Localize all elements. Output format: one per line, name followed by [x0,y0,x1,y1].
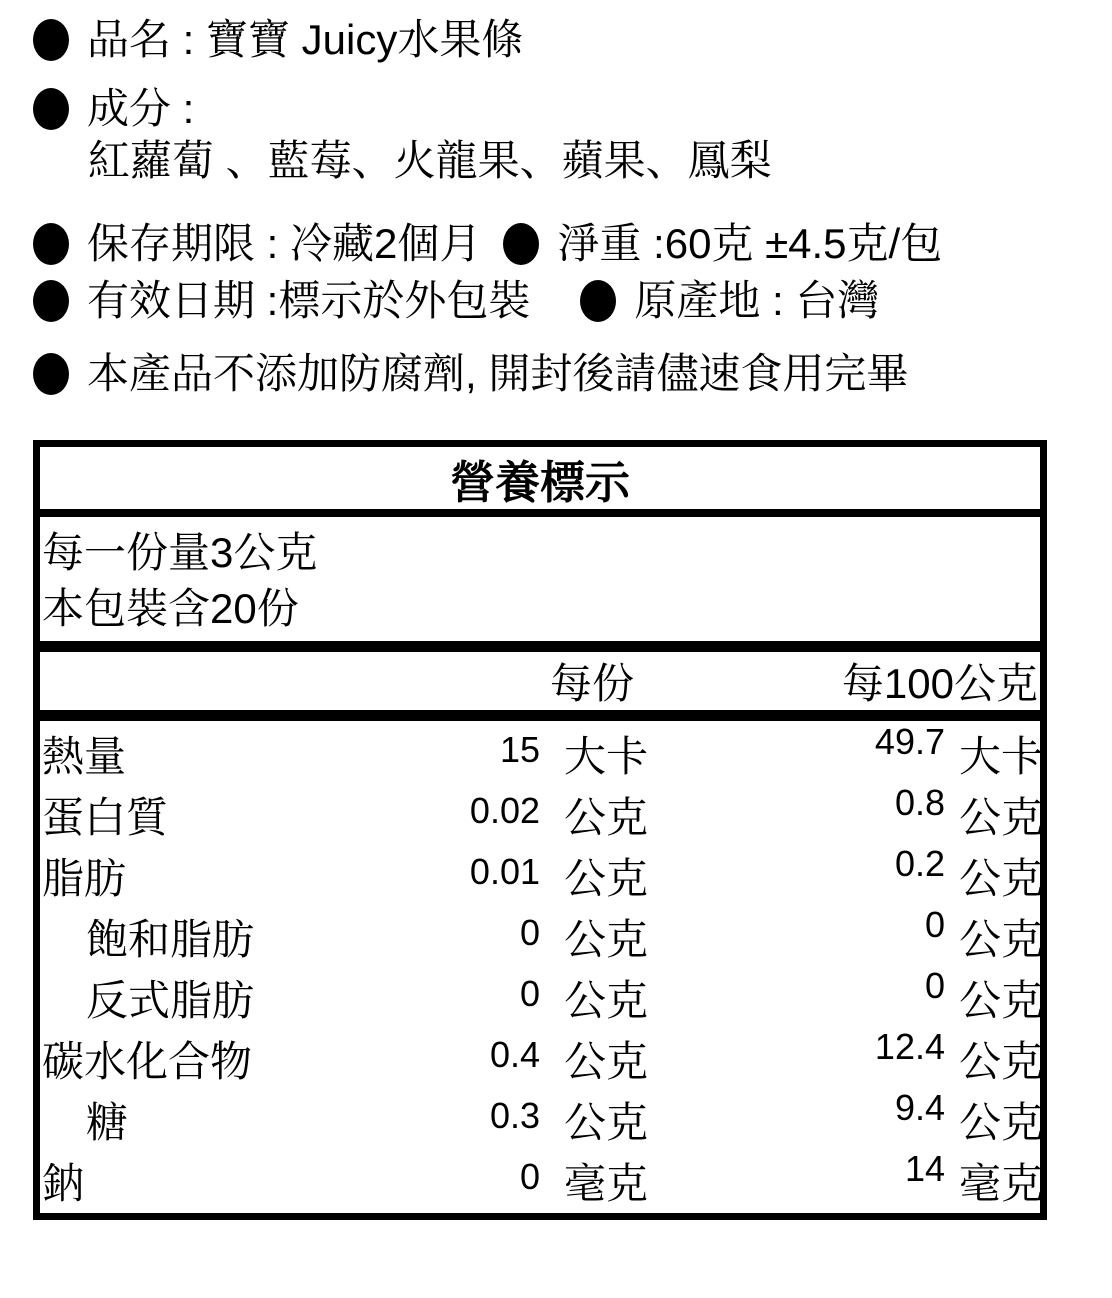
nutrition-table-title: 營養標示 [40,447,1040,517]
product-name-line [33,16,1080,64]
per-serving-value: 0.3 [489,1094,540,1136]
per-100g-value: 0.2 [894,842,945,884]
per-100g-value: 0.8 [894,781,945,823]
per-100g-unit: 公克 [959,854,1044,902]
per-serving-unit: 公克 [564,915,649,963]
nutrient-label: 鈉 [42,1159,85,1207]
per-serving-unit: 公克 [564,1037,649,1085]
per-100g-value: 12.4 [874,1025,945,1067]
table-row [40,781,1044,845]
product-name-text: 品名 : 寶寶 Juicy水果條 [87,16,524,63]
bullet-icon [580,280,616,322]
expiry-date-text: 有效日期 :標示於外包裝 [87,277,531,324]
per-serving-value: 0.01 [469,850,540,892]
per-serving-unit: 公克 [564,793,649,841]
product-info-section [33,16,1080,398]
nutrient-label: 蛋白質 [42,793,169,841]
nutrient-label: 熱量 [42,732,127,780]
table-row [40,1147,1044,1211]
per-serving-unit: 公克 [564,976,649,1024]
ingredients-list-text: 紅蘿蔔 、藍莓、火龍果、蘋果、鳳梨 [88,137,772,184]
nutrient-label: 反式脂肪 [86,976,255,1024]
nutrient-label: 脂肪 [42,854,127,902]
table-row [40,720,1044,784]
per-100g-unit: 公克 [959,1098,1044,1146]
per-100g-unit: 大卡 [959,732,1044,780]
origin-text: 原產地 : 台灣 [634,277,880,324]
shelf-life-net-weight-line [33,220,1080,268]
per-serving-value: 0.4 [489,1033,540,1075]
ingredients-heading-text: 成分 : [87,85,195,132]
table-row [40,842,1044,906]
per-100g-unit: 公克 [959,976,1044,1024]
nutrient-label: 飽和脂肪 [86,915,255,963]
bullet-icon [33,353,69,395]
table-row [40,964,1044,1028]
preservative-notice-text: 本產品不添加防腐劑, 開封後請儘速食用完畢 [87,350,909,397]
shelf-life-text: 保存期限 : 冷藏2個月 [87,220,482,267]
per-100g-value: 0 [924,964,945,1006]
preservative-notice-line [33,350,1080,398]
per-100g-value: 9.4 [894,1086,945,1128]
nutrient-label: 碳水化合物 [42,1037,253,1085]
per-serving-value: 0 [519,1155,540,1197]
nutrition-rows [40,720,1044,1213]
per-serving-unit: 公克 [564,1098,649,1146]
bullet-icon [33,280,69,322]
per-100g-unit: 公克 [959,915,1044,963]
per-100g-value: 49.7 [874,720,945,762]
table-row [40,1086,1044,1150]
per-serving-column-header: 每份 [550,660,635,707]
column-header-row [40,652,1040,721]
nutrition-table [33,440,1047,1220]
per-100g-value: 0 [924,903,945,945]
table-row [40,1025,1044,1089]
per-serving-value: 0 [519,972,540,1014]
nutrient-label: 糖 [86,1098,129,1146]
per-100g-value: 14 [904,1147,945,1189]
ingredients-heading-line [33,85,1080,133]
per-100g-unit: 毫克 [959,1159,1044,1207]
per-serving-value: 15 [499,728,540,770]
per-serving-unit: 公克 [564,854,649,902]
per-serving-value: 0.02 [469,789,540,831]
per-100g-unit: 公克 [959,793,1044,841]
expiry-origin-line [33,277,1080,325]
table-row [40,903,1044,967]
servings-per-pack-text: 本包裝含20份 [42,585,299,632]
per-serving-unit: 大卡 [564,732,649,780]
bullet-icon [33,88,69,130]
product-label-page [0,16,1112,1298]
serving-size-text: 每一份量3公克 [42,529,318,576]
ingredients-list-line [33,137,1080,185]
per-100g-column-header: 每100公克 [841,660,1038,707]
per-serving-unit: 毫克 [564,1159,649,1207]
serving-info-section [40,517,1040,652]
bullet-icon [503,223,539,265]
bullet-icon [33,19,69,61]
per-serving-value: 0 [519,911,540,953]
bullet-icon [33,223,69,265]
net-weight-text: 淨重 :60克 ±4.5克/包 [557,220,943,267]
per-100g-unit: 公克 [959,1037,1044,1085]
